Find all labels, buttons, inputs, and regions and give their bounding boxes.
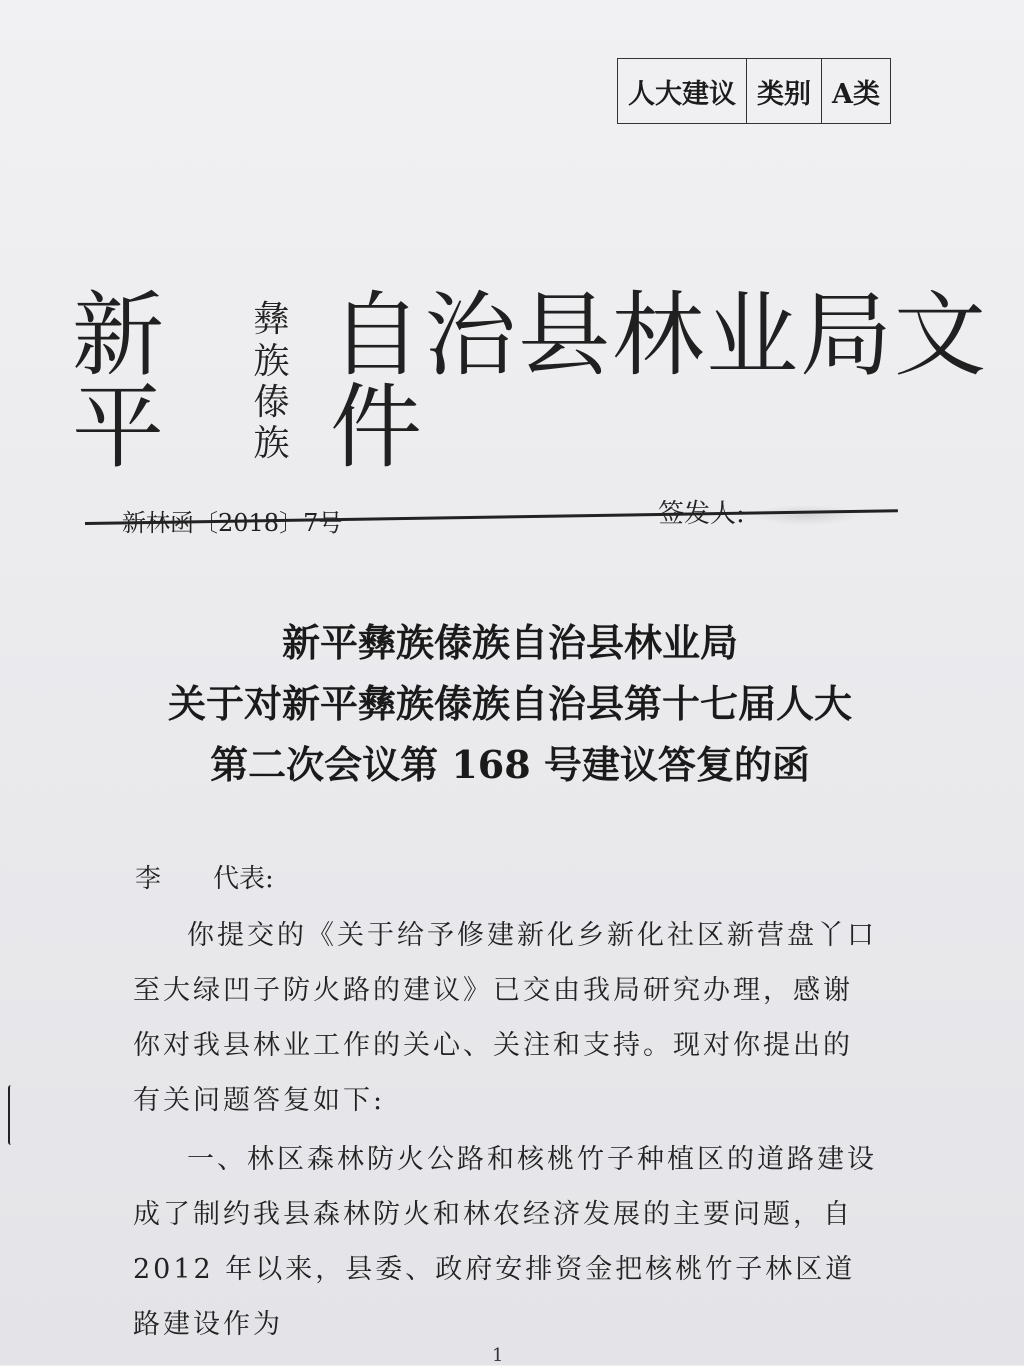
title-stack-top: 彝族 <box>253 299 290 382</box>
page-number: 1 <box>492 1345 504 1366</box>
recipient-name: 李 <box>135 864 162 894</box>
category-label: 类别 <box>747 59 822 123</box>
body-paragraph-1: 你提交的《关于给予修建新化乡新化社区新营盘丫口至大绿凹子防火路的建议》已交由我局研究办理，感谢你对我县林业工作的关心、关注和支持。现对你提出的有关问题答复如下: <box>133 920 877 1116</box>
category-type: 人大建议 <box>618 59 747 123</box>
heading-line-1: 新平彝族傣族自治县林业局 <box>281 620 738 665</box>
issuer-label: 签发人: <box>658 499 745 529</box>
document-title <box>72 282 1024 481</box>
category-value: A类 <box>832 78 880 110</box>
salutation <box>135 858 274 895</box>
letter-heading <box>100 612 920 795</box>
recipient-title: 代表: <box>213 864 274 894</box>
title-stack <box>254 299 320 465</box>
title-left: 新平 <box>72 282 167 481</box>
binding-mark <box>8 1085 16 1145</box>
title-stack-bottom: 傣族 <box>253 382 290 465</box>
category-box <box>617 58 891 124</box>
document-number: 新林函〔2018〕7号 <box>122 509 343 537</box>
letter-body <box>133 908 878 1356</box>
body-paragraph-2: 一、林区森林防火公路和核桃竹子种植区的道路建设成了制约我县森林防火和林农经济发展的主要问题，自 2012 年以来，县委、政府安排资金把核桃竹子林区道路建设作为 <box>133 1144 877 1340</box>
heading-line-3: 第二次会议第 168 号建议答复的函 <box>210 742 810 787</box>
heading-line-2: 关于对新平彝族傣族自治县第十七届人大 <box>167 681 852 726</box>
title-right: 自治县林业局文件 <box>329 282 988 481</box>
redacted-signature <box>751 505 861 525</box>
